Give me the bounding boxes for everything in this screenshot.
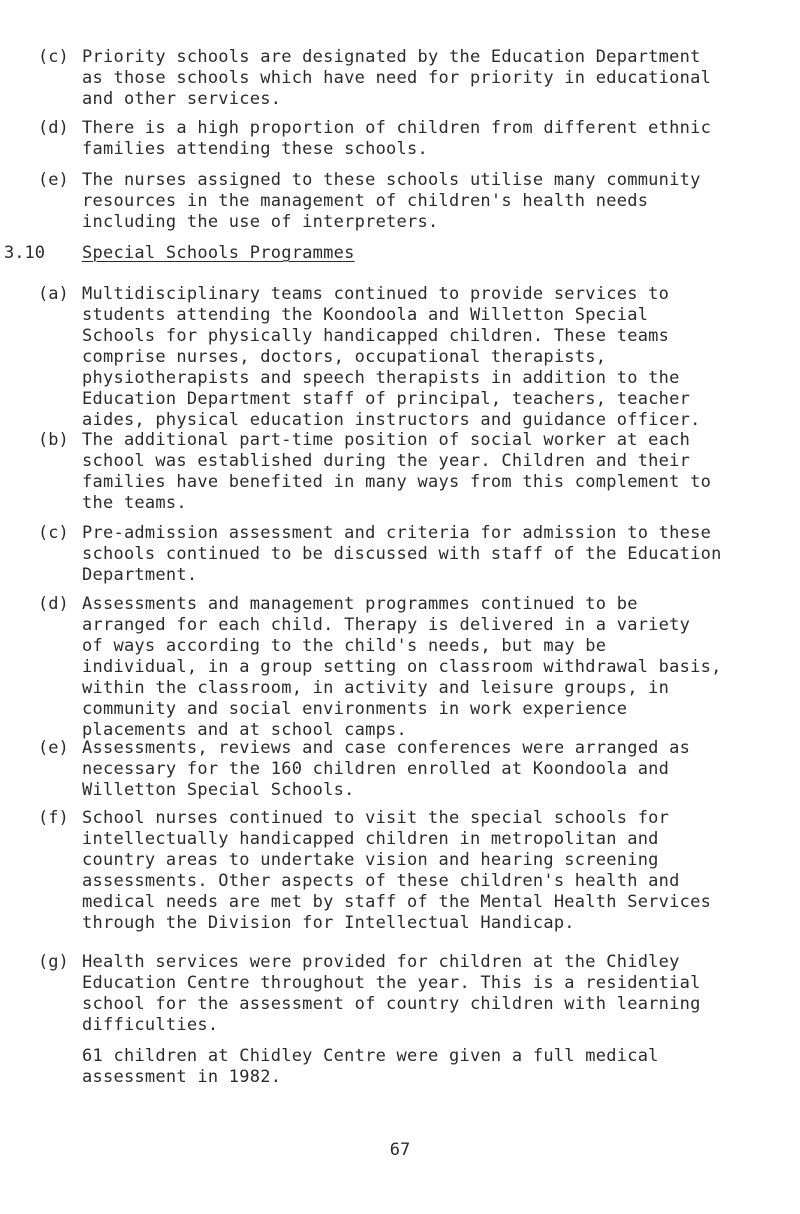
item-text: There is a high proportion of children from different ethnic families attending these schools. xyxy=(82,118,712,159)
item-label: (c) xyxy=(38,523,69,543)
section-title: Special Schools Programmes xyxy=(82,243,355,263)
item-text: Pre-admission assessment and criteria for admission to these schools continued to be discussed with staff of the Education Department. xyxy=(82,523,722,585)
item-label: (d) xyxy=(38,594,69,614)
item-text: Assessments, reviews and case conferences were arranged as necessary for the 160 children enrolled at Koondoola and Willetton Special Schools. xyxy=(82,738,691,800)
paragraph-text: 61 children at Chidley Centre were given a full medical assessment in 1982. xyxy=(82,1046,659,1087)
item-label: (d) xyxy=(38,118,69,138)
item-text: Health services were provided for children at the Chidley Education Centre throughout the year. This is a residential school for the assessment of country children with learning difficulties. xyxy=(82,952,701,1035)
item-text: School nurses continued to visit the special schools for intellectually handicapped children in metropolitan and country areas to undertake vision and hearing screening assessments. Other aspects of these children's health and medical needs are met by staff of the Mental Health Services through the Division for Intellectual Handicap. xyxy=(82,808,712,933)
item-label: (a) xyxy=(38,284,69,304)
item-label: (b) xyxy=(38,430,69,450)
item-label: (f) xyxy=(38,808,69,828)
item-text: Priority schools are designated by the Education Department as those schools which have need for priority in educational and other services. xyxy=(82,47,712,109)
item-text: The nurses assigned to these schools utilise many community resources in the management of children's health needs including the use of interpreters. xyxy=(82,170,701,232)
section-number: 3.10 xyxy=(4,243,45,263)
item-label: (e) xyxy=(38,738,69,758)
item-text: Multidisciplinary teams continued to provide services to students attending the Koondoola and Willetton Special Schools for physically handicapped children. These teams comprise nurses, doctors, occupational therapists, physiotherapists and speech therapists in addition to the Education Department staff of principal, teachers, teacher aides, physical education instructors and guidance officer. xyxy=(82,284,701,430)
page-number: 67 xyxy=(389,1140,411,1160)
item-text: The additional part-time position of social worker at each school was established during the year. Children and their families have benefited in many ways from this complement to the teams. xyxy=(82,430,712,513)
item-label: (e) xyxy=(38,170,69,190)
item-label: (c) xyxy=(38,47,69,67)
item-label: (g) xyxy=(38,952,69,972)
item-text: Assessments and management programmes continued to be arranged for each child. Therapy is delivered in a variety of ways according to the child's needs, but may be individual, in a group setting on classroom withdrawal basis, within the classroom, in activity and leisure groups, in community and social environments in work experience placements and at school camps. xyxy=(82,594,722,740)
